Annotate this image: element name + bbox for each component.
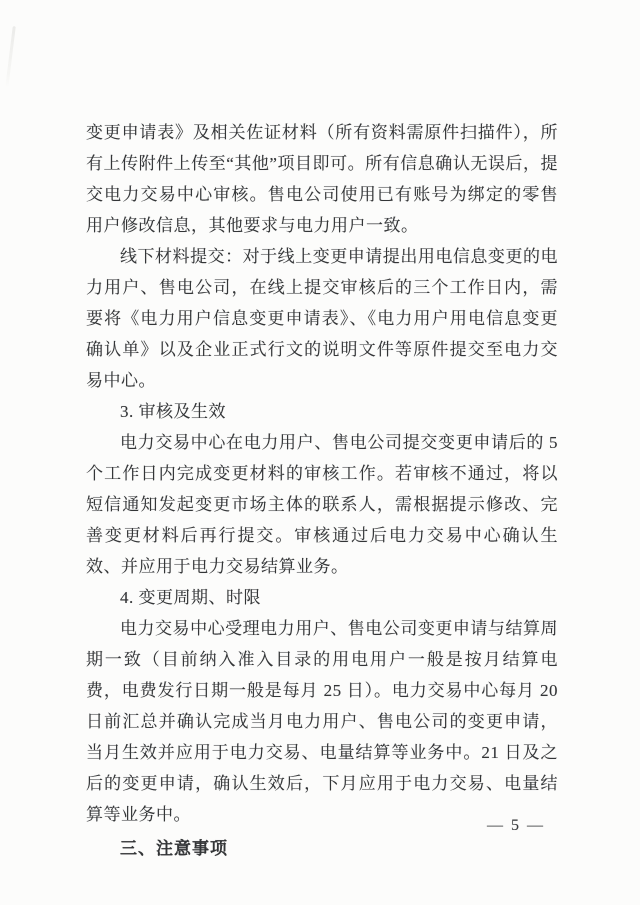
section-heading-notes: 三、注意事项 [120, 839, 228, 858]
document-content [86, 117, 558, 864]
paragraph-change-cycle-detail: 电力交易中心受理电力用户、售电公司变更申请与结算周期一致（目前纳入准入目录的用电用户一般是按月结算电费，电费发行日期一般是每月 25 日）。电力交易中心每月 20 日前汇总并确认完成当月电力用户、售电公司的变更申请，当月生效并应用于电力交易、电量结算等业务中。21 日及之后的变更申请，确认生效后，下月应用于电力交易、电量结算等业务中。 [86, 619, 558, 824]
subheading-review-effectiveness: 3. 审核及生效 [120, 402, 226, 421]
paragraph-continuation: 变更申请表》及相关佐证材料（所有资料需原件扫描件），所有上传附件上传至“其他”项目即可。所有信息确认无误后，提交电力交易中心审核。售电公司使用已有账号为绑定的零售用户修改信息，其他要求与电力用户一致。 [86, 123, 558, 235]
paragraph-offline-materials: 线下材料提交：对于线上变更申请提出用电信息变更的电力用户、售电公司，在线上提交审核后的三个工作日内，需要将《电力用户信息变更申请表》、《电力用户用电信息变更确认单》以及企业正式行文的说明文件等原件提交至电力交易中心。 [86, 247, 558, 390]
page-number: — 5 — [487, 817, 545, 834]
subheading-change-cycle: 4. 变更周期、时限 [120, 588, 261, 607]
paragraph-review-process: 电力交易中心在电力用户、售电公司提交变更申请后的 5 个工作日内完成变更材料的审核工作。若审核不通过，将以短信通知发起变更市场主体的联系人，需根据提示修改、完善变更材料后再行提交。审核通过后电力交易中心确认生效、并应用于电力交易结算业务。 [86, 433, 558, 576]
scan-artifact [5, 26, 16, 88]
